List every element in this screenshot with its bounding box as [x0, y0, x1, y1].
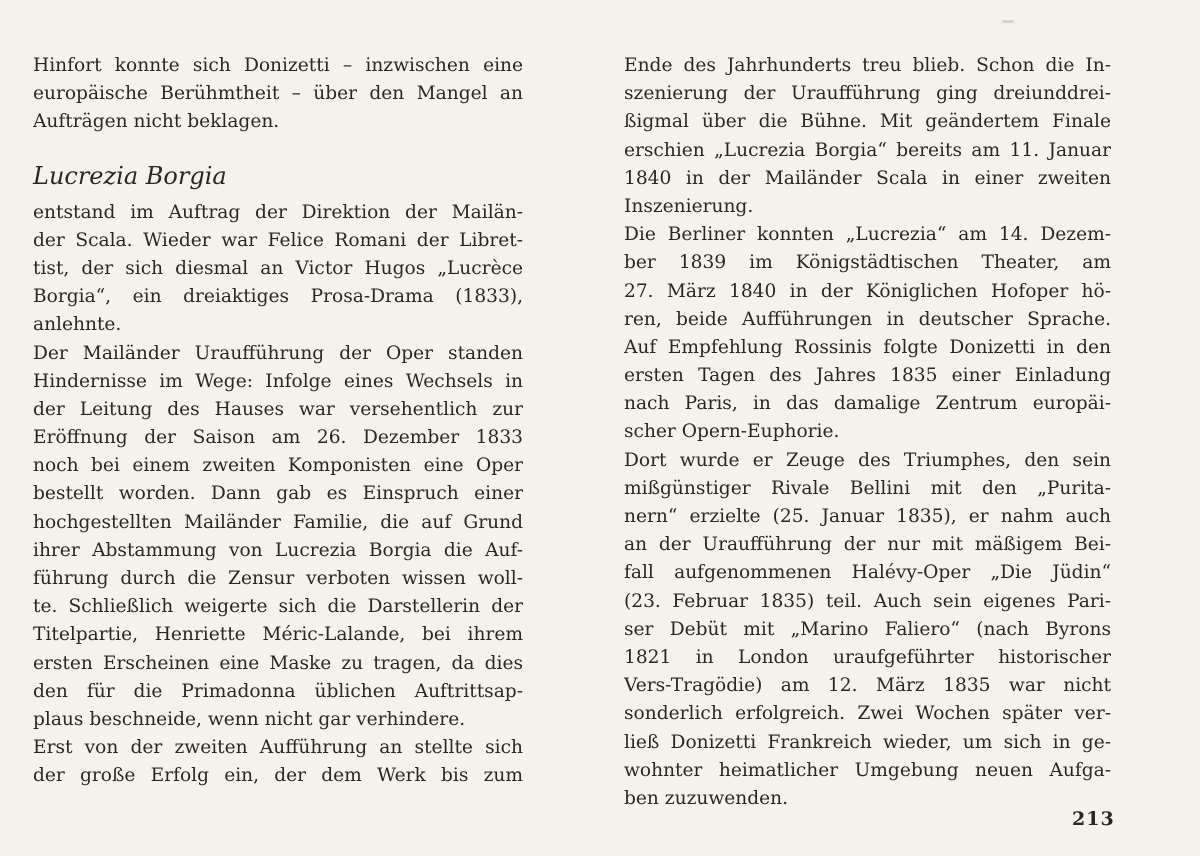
text-line: ersten Erscheinen eine Maske zu tragen, da dies: [33, 652, 523, 674]
text-line: Eröffnung der Saison am 26. Dezember 1833: [33, 427, 523, 449]
text-line: Hinfort konnte sich Donizetti – inzwischen eine: [33, 55, 523, 76]
text-line: ren, beide Aufführungen in deutscher Sprache.: [624, 308, 1111, 330]
left-column: [33, 52, 523, 791]
text-line: tist, der sich diesmal an Victor Hugos „Lucrèce: [33, 257, 523, 279]
text-line: Aufträgen nicht beklagen.: [33, 111, 280, 133]
text-line: (23. Februar 1835) teil. Auch sein eigenes Pari-: [624, 590, 1111, 612]
text-line: der große Erfolg ein, der dem Werk bis zum: [33, 765, 523, 787]
text-line: ersten Tagen des Jahres 1835 einer Einladung: [624, 365, 1111, 387]
text-line: Borgia“, ein dreiaktiges Prosa-Drama (1833),: [33, 286, 523, 308]
text-line: 1821 in London uraufgeführter historischer: [624, 646, 1111, 668]
text-line: te. Schließlich weigerte sich die Darstellerin der: [33, 596, 523, 618]
right-column: [624, 52, 1111, 813]
text-line: bestellt worden. Dann gab es Einspruch einer: [33, 483, 523, 505]
text-line: Titelpartie, Henriette Méric-Lalande, bei ihrem: [33, 624, 523, 646]
text-line: Ende des Jahrhunderts treu blieb. Schon die In-: [624, 55, 1111, 76]
text-line: ser Debüt mit „Marino Faliero“ (nach Byrons: [624, 618, 1111, 640]
text-line: ßigmal über die Bühne. Mit geändertem Finale: [624, 111, 1111, 133]
text-line: Erst von der zweiten Aufführung an stellte sich: [33, 737, 523, 759]
page-smudge: [1002, 20, 1014, 23]
text-line: Die Berliner konnten „Lucrezia“ am 14. Dezem-: [624, 224, 1111, 246]
section-heading: Lucrezia Borgia: [33, 161, 227, 190]
text-line: der Leitung des Hauses war versehentlich zur: [33, 398, 523, 420]
text-line: 27. März 1840 in der Königlichen Hofoper hö-: [624, 280, 1111, 302]
text-line: 1840 in der Mailänder Scala in einer zweiten: [624, 167, 1111, 189]
text-line: fall aufgenommenen Halévy-Oper „Die Jüdin“: [624, 562, 1111, 584]
text-line: an der Uraufführung der nur mit mäßigem Bei-: [624, 534, 1111, 556]
text-line: scher Opern-Euphorie.: [624, 421, 840, 443]
text-line: Vers-Tragödie) am 12. März 1835 war nicht: [624, 675, 1111, 697]
text-line: anlehnte.: [33, 314, 122, 336]
text-line: sonderlich erfolgreich. Zwei Wochen später ver-: [624, 703, 1111, 725]
text-line: Inszenierung.: [624, 195, 754, 217]
text-line: der Scala. Wieder war Felice Romani der Libret-: [33, 229, 523, 251]
text-line: noch bei einem zweiten Komponisten eine Oper: [33, 455, 523, 477]
text-line: Der Mailänder Uraufführung der Oper standen: [33, 342, 523, 364]
text-line: europäische Berühmtheit – über den Mangel an: [33, 83, 523, 105]
text-line: nern“ erzielte (25. Januar 1835), er nahm auch: [624, 506, 1111, 527]
text-line: wohnter heimatlicher Umgebung neuen Aufga-: [624, 759, 1111, 781]
text-line: entstand im Auftrag der Direktion der Mailän-: [33, 201, 523, 223]
text-line: plaus beschneide, wenn nicht gar verhindere.: [33, 708, 466, 730]
text-line: ihrer Abstammung von Lucrezia Borgia die Auf-: [33, 539, 523, 561]
text-line: führung durch die Zensur verboten wissen woll-: [33, 568, 523, 589]
page-number: 213: [1072, 808, 1115, 830]
text-line: Hindernisse im Wege: Infolge eines Wechsels in: [33, 370, 523, 392]
text-line: ließ Donizetti Frankreich wieder, um sich in ge-: [624, 731, 1111, 753]
text-line: den für die Primadonna üblichen Auftrittsap-: [33, 680, 523, 702]
text-line: ber 1839 im Königstädtischen Theater, am: [624, 252, 1111, 274]
text-line: szenierung der Uraufführung ging dreiunddrei-: [624, 83, 1111, 105]
text-line: erschien „Lucrezia Borgia“ bereits am 11. Januar: [624, 139, 1111, 161]
text-line: Dort wurde er Zeuge des Triumphes, den sein: [624, 449, 1111, 471]
text-line: ben zuzuwenden.: [624, 787, 789, 809]
text-line: mißgünstiger Rivale Bellini mit den „Purita-: [624, 477, 1111, 499]
text-line: Auf Empfehlung Rossinis folgte Donizetti in den: [624, 336, 1111, 358]
text-line: nach Paris, in das damalige Zentrum europäi-: [624, 393, 1111, 415]
text-line: hochgestellten Mailänder Familie, die auf Grund: [33, 511, 523, 533]
